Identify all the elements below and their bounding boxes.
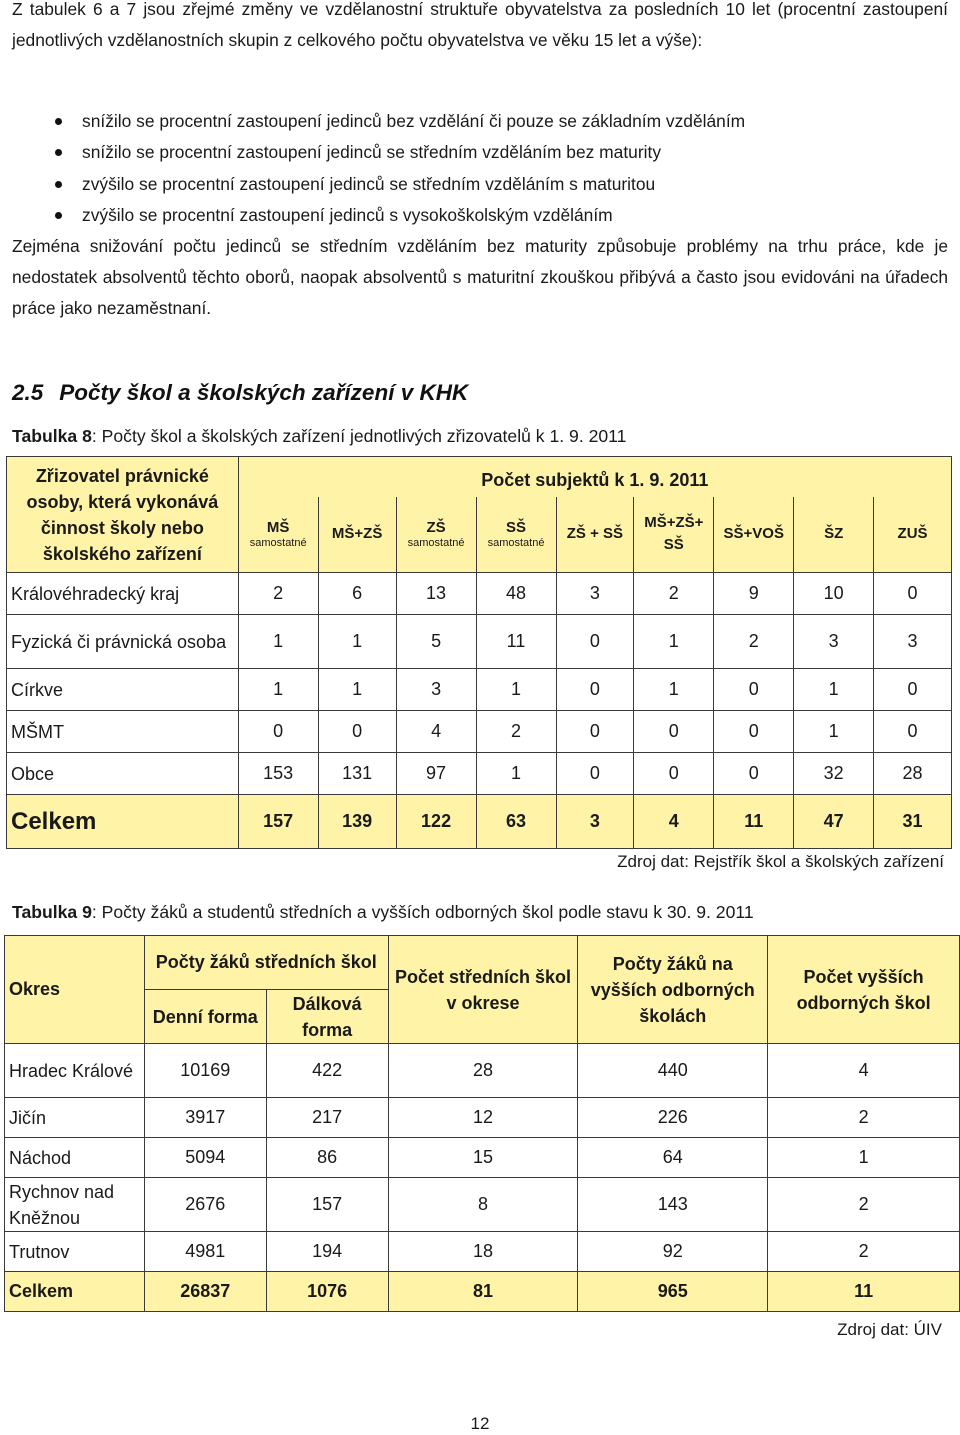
table-cell: 15 (388, 1138, 578, 1178)
table-cell: 18 (388, 1232, 578, 1272)
table-cell: 0 (714, 711, 794, 753)
bullet-icon (55, 212, 62, 219)
total-cell: 4 (634, 795, 714, 849)
table8-col-header (794, 497, 874, 573)
table8-col-header (874, 497, 952, 573)
table-cell: 5 (396, 615, 476, 669)
table8-source: Zdroj dat: Rejstřík škol a školských zařízení (617, 852, 944, 871)
table-cell: 0 (318, 711, 396, 753)
row-label: MŠMT (7, 711, 239, 753)
col-main: SŠ (506, 519, 527, 537)
total-cell: 122 (396, 795, 476, 849)
table-cell: 10169 (144, 1044, 266, 1098)
table9-header-dalkova: Dálková forma (266, 990, 388, 1044)
total-cell: 157 (238, 795, 318, 849)
section-title: Počty škol a školských zařízení v KHK (59, 380, 469, 405)
col-main: ZŠ (426, 519, 446, 537)
bullet-icon (55, 118, 62, 125)
total-row (7, 795, 952, 849)
bullet-text: snížilo se procentní zastoupení jedinců bez vzdělání či pouze se základním vzděláním (82, 111, 746, 131)
table8-col-header (714, 497, 794, 573)
table-row (5, 1178, 960, 1232)
col-main: MŠ (266, 519, 290, 537)
table-cell: 97 (396, 753, 476, 795)
table8-corner-header: Zřizovatel právnické osoby, která vykonává činnost školy nebo školského zařízení (7, 457, 239, 573)
col-sub: samostatné (249, 537, 307, 550)
table-cell: 0 (556, 615, 634, 669)
total-label: Celkem (5, 1272, 145, 1312)
table-cell: 48 (476, 573, 556, 615)
table-cell: 2 (768, 1178, 960, 1232)
total-cell: 81 (388, 1272, 578, 1312)
total-cell: 3 (556, 795, 634, 849)
table-cell: 1 (476, 753, 556, 795)
col-main: ZUŠ (897, 525, 928, 543)
bullet-item (12, 106, 948, 137)
table-row (5, 1138, 960, 1178)
table8-caption-label: Tabulka 8 (12, 426, 92, 446)
table-row (7, 669, 952, 711)
table8 (6, 456, 952, 849)
table-cell: 0 (238, 711, 318, 753)
col-sub: samostatné (487, 537, 545, 550)
table8-col-header (318, 497, 396, 573)
bullet-icon (55, 181, 62, 188)
table-cell: 32 (794, 753, 874, 795)
col-main: ZŠ + SŠ (566, 525, 624, 543)
table-cell: 12 (388, 1098, 578, 1138)
row-okres: Jičín (5, 1098, 145, 1138)
table-cell: 0 (556, 669, 634, 711)
bullet-item (12, 169, 948, 200)
table9-caption-text: : Počty žáků a studentů středních a vyšších odborných škol podle stavu k 30. 9. 2011 (91, 902, 754, 922)
table-cell: 28 (388, 1044, 578, 1098)
table-cell: 3 (794, 615, 874, 669)
total-cell: 139 (318, 795, 396, 849)
total-cell: 26837 (144, 1272, 266, 1312)
bullet-icon (55, 149, 62, 156)
table-row (5, 1044, 960, 1098)
table-cell: 2 (768, 1232, 960, 1272)
table-cell: 0 (874, 573, 952, 615)
table-cell: 4 (396, 711, 476, 753)
table-cell: 2 (768, 1098, 960, 1138)
table-cell: 1 (238, 669, 318, 711)
table8-col-header (556, 497, 634, 573)
table-cell: 1 (794, 711, 874, 753)
table-row (5, 1232, 960, 1272)
table-cell: 4981 (144, 1232, 266, 1272)
table-cell: 2 (634, 573, 714, 615)
table-cell: 2676 (144, 1178, 266, 1232)
total-cell: 63 (476, 795, 556, 849)
page-number: 12 (470, 1414, 490, 1433)
row-label: Fyzická či právnická osoba (7, 615, 239, 669)
table9-header-vos-pocet: Počet vyšších odborných škol (768, 936, 960, 1044)
bullet-text: zvýšilo se procentní zastoupení jedinců se středním vzděláním s maturitou (82, 173, 656, 194)
table-cell: 194 (266, 1232, 388, 1272)
total-cell: 47 (794, 795, 874, 849)
table9-header-denni: Denní forma (144, 990, 266, 1044)
table-cell: 1 (318, 615, 396, 669)
table-cell: 4 (768, 1044, 960, 1098)
table-cell: 92 (578, 1232, 768, 1272)
section-number: 2.5 (12, 380, 44, 405)
table9-source: Zdroj dat: ÚIV (837, 1320, 942, 1339)
table8-caption (12, 424, 626, 448)
table-cell: 3 (874, 615, 952, 669)
table9-header-vos-zaci: Počty žáků na vyšších odborných školách (578, 936, 768, 1044)
table9-caption-label: Tabulka 9 (12, 902, 92, 922)
table9 (4, 935, 960, 1312)
table8-col-header (634, 497, 714, 573)
table-cell: 143 (578, 1178, 768, 1232)
table-cell: 440 (578, 1044, 768, 1098)
table-cell: 10 (794, 573, 874, 615)
bullet-text: zvýšilo se procentní zastoupení jedinců s vysokoškolským vzděláním (82, 204, 613, 225)
table-row (7, 573, 952, 615)
table-cell: 64 (578, 1138, 768, 1178)
bullet-item (12, 200, 948, 231)
table-cell: 8 (388, 1178, 578, 1232)
bullet-item (12, 137, 948, 168)
row-okres: Hradec Králové (5, 1044, 145, 1098)
table-cell: 422 (266, 1044, 388, 1098)
table-cell: 28 (874, 753, 952, 795)
table-cell: 0 (556, 753, 634, 795)
table-cell: 5094 (144, 1138, 266, 1178)
table-cell: 6 (318, 573, 396, 615)
table-cell: 0 (556, 711, 634, 753)
table-cell: 131 (318, 753, 396, 795)
total-row (5, 1272, 960, 1312)
table9-header-pocet-ss: Počet středních škol v okrese (388, 936, 578, 1044)
table-cell: 1 (238, 615, 318, 669)
col-main: MŠ+ZŠ+ SŠ (644, 514, 704, 554)
bullet-text: snížilo se procentní zastoupení jedinců se středním vzděláním bez maturity (82, 142, 662, 163)
table8-col-header (238, 497, 318, 573)
table-cell: 0 (874, 711, 952, 753)
row-label: Církve (7, 669, 239, 711)
table9-header-group: Počty žáků středních škol (144, 936, 388, 990)
table-cell: 1 (318, 669, 396, 711)
total-cell: 11 (714, 795, 794, 849)
table-row (7, 615, 952, 669)
section-heading (12, 380, 468, 406)
table-cell: 157 (266, 1178, 388, 1232)
total-label: Celkem (7, 795, 239, 849)
table-cell: 13 (396, 573, 476, 615)
table8-caption-text: : Počty škol a školských zařízení jednotlivých zřizovatelů k 1. 9. 2011 (91, 426, 627, 446)
row-okres: Rychnov nad Kněžnou (5, 1178, 145, 1232)
intro-paragraph: Z tabulek 6 a 7 jsou zřejmé změny ve vzdělanostní struktuře obyvatelstva za posledních 10 let (procentní zastoupení jednotlivých vzdělanostních skupin z celkového počtu obyvatelstva ve věku 15 let a výše): (12, 0, 948, 50)
table-row (7, 711, 952, 753)
table-cell: 9 (714, 573, 794, 615)
table-cell: 0 (634, 711, 714, 753)
col-sub: samostatné (407, 537, 465, 550)
table-cell: 0 (714, 753, 794, 795)
table8-col-header (396, 497, 476, 573)
total-cell: 965 (578, 1272, 768, 1312)
bullet-list (12, 106, 948, 231)
table-cell: 1 (634, 669, 714, 711)
table-cell: 217 (266, 1098, 388, 1138)
table8-col-header (476, 497, 556, 573)
table-cell: 11 (476, 615, 556, 669)
total-cell: 31 (874, 795, 952, 849)
table-cell: 1 (634, 615, 714, 669)
table-cell: 0 (874, 669, 952, 711)
body-paragraph: Zejména snižování počtu jedinců se středním vzděláním bez maturity způsobuje problémy na trhu práce, kde je nedostatek absolventů těchto oborů, naopak absolventů s maturitní zkouškou přibývá a často jsou evidováni na úřadech práce jako nezaměstnaní. (12, 236, 948, 318)
table-cell: 3917 (144, 1098, 266, 1138)
table-cell: 86 (266, 1138, 388, 1178)
table-cell: 1 (768, 1138, 960, 1178)
table-cell: 1 (794, 669, 874, 711)
table-cell: 2 (714, 615, 794, 669)
table-row (7, 753, 952, 795)
table-cell: 2 (238, 573, 318, 615)
row-label: Královéhradecký kraj (7, 573, 239, 615)
table-cell: 226 (578, 1098, 768, 1138)
table-cell: 2 (476, 711, 556, 753)
row-label: Obce (7, 753, 239, 795)
col-main: ŠZ (824, 525, 844, 543)
table-cell: 3 (556, 573, 634, 615)
row-okres: Náchod (5, 1138, 145, 1178)
table8-group-header: Počet subjektů k 1. 9. 2011 (238, 457, 951, 497)
row-okres: Trutnov (5, 1232, 145, 1272)
table-cell: 0 (634, 753, 714, 795)
col-main: SŠ+VOŠ (723, 525, 784, 543)
table9-header-okres: Okres (5, 936, 145, 1044)
table-cell: 153 (238, 753, 318, 795)
table-cell: 0 (714, 669, 794, 711)
table-row (5, 1098, 960, 1138)
col-main: MŠ+ZŠ (331, 525, 383, 543)
total-cell: 11 (768, 1272, 960, 1312)
total-cell: 1076 (266, 1272, 388, 1312)
table9-caption (12, 900, 754, 924)
table-cell: 3 (396, 669, 476, 711)
table-cell: 1 (476, 669, 556, 711)
